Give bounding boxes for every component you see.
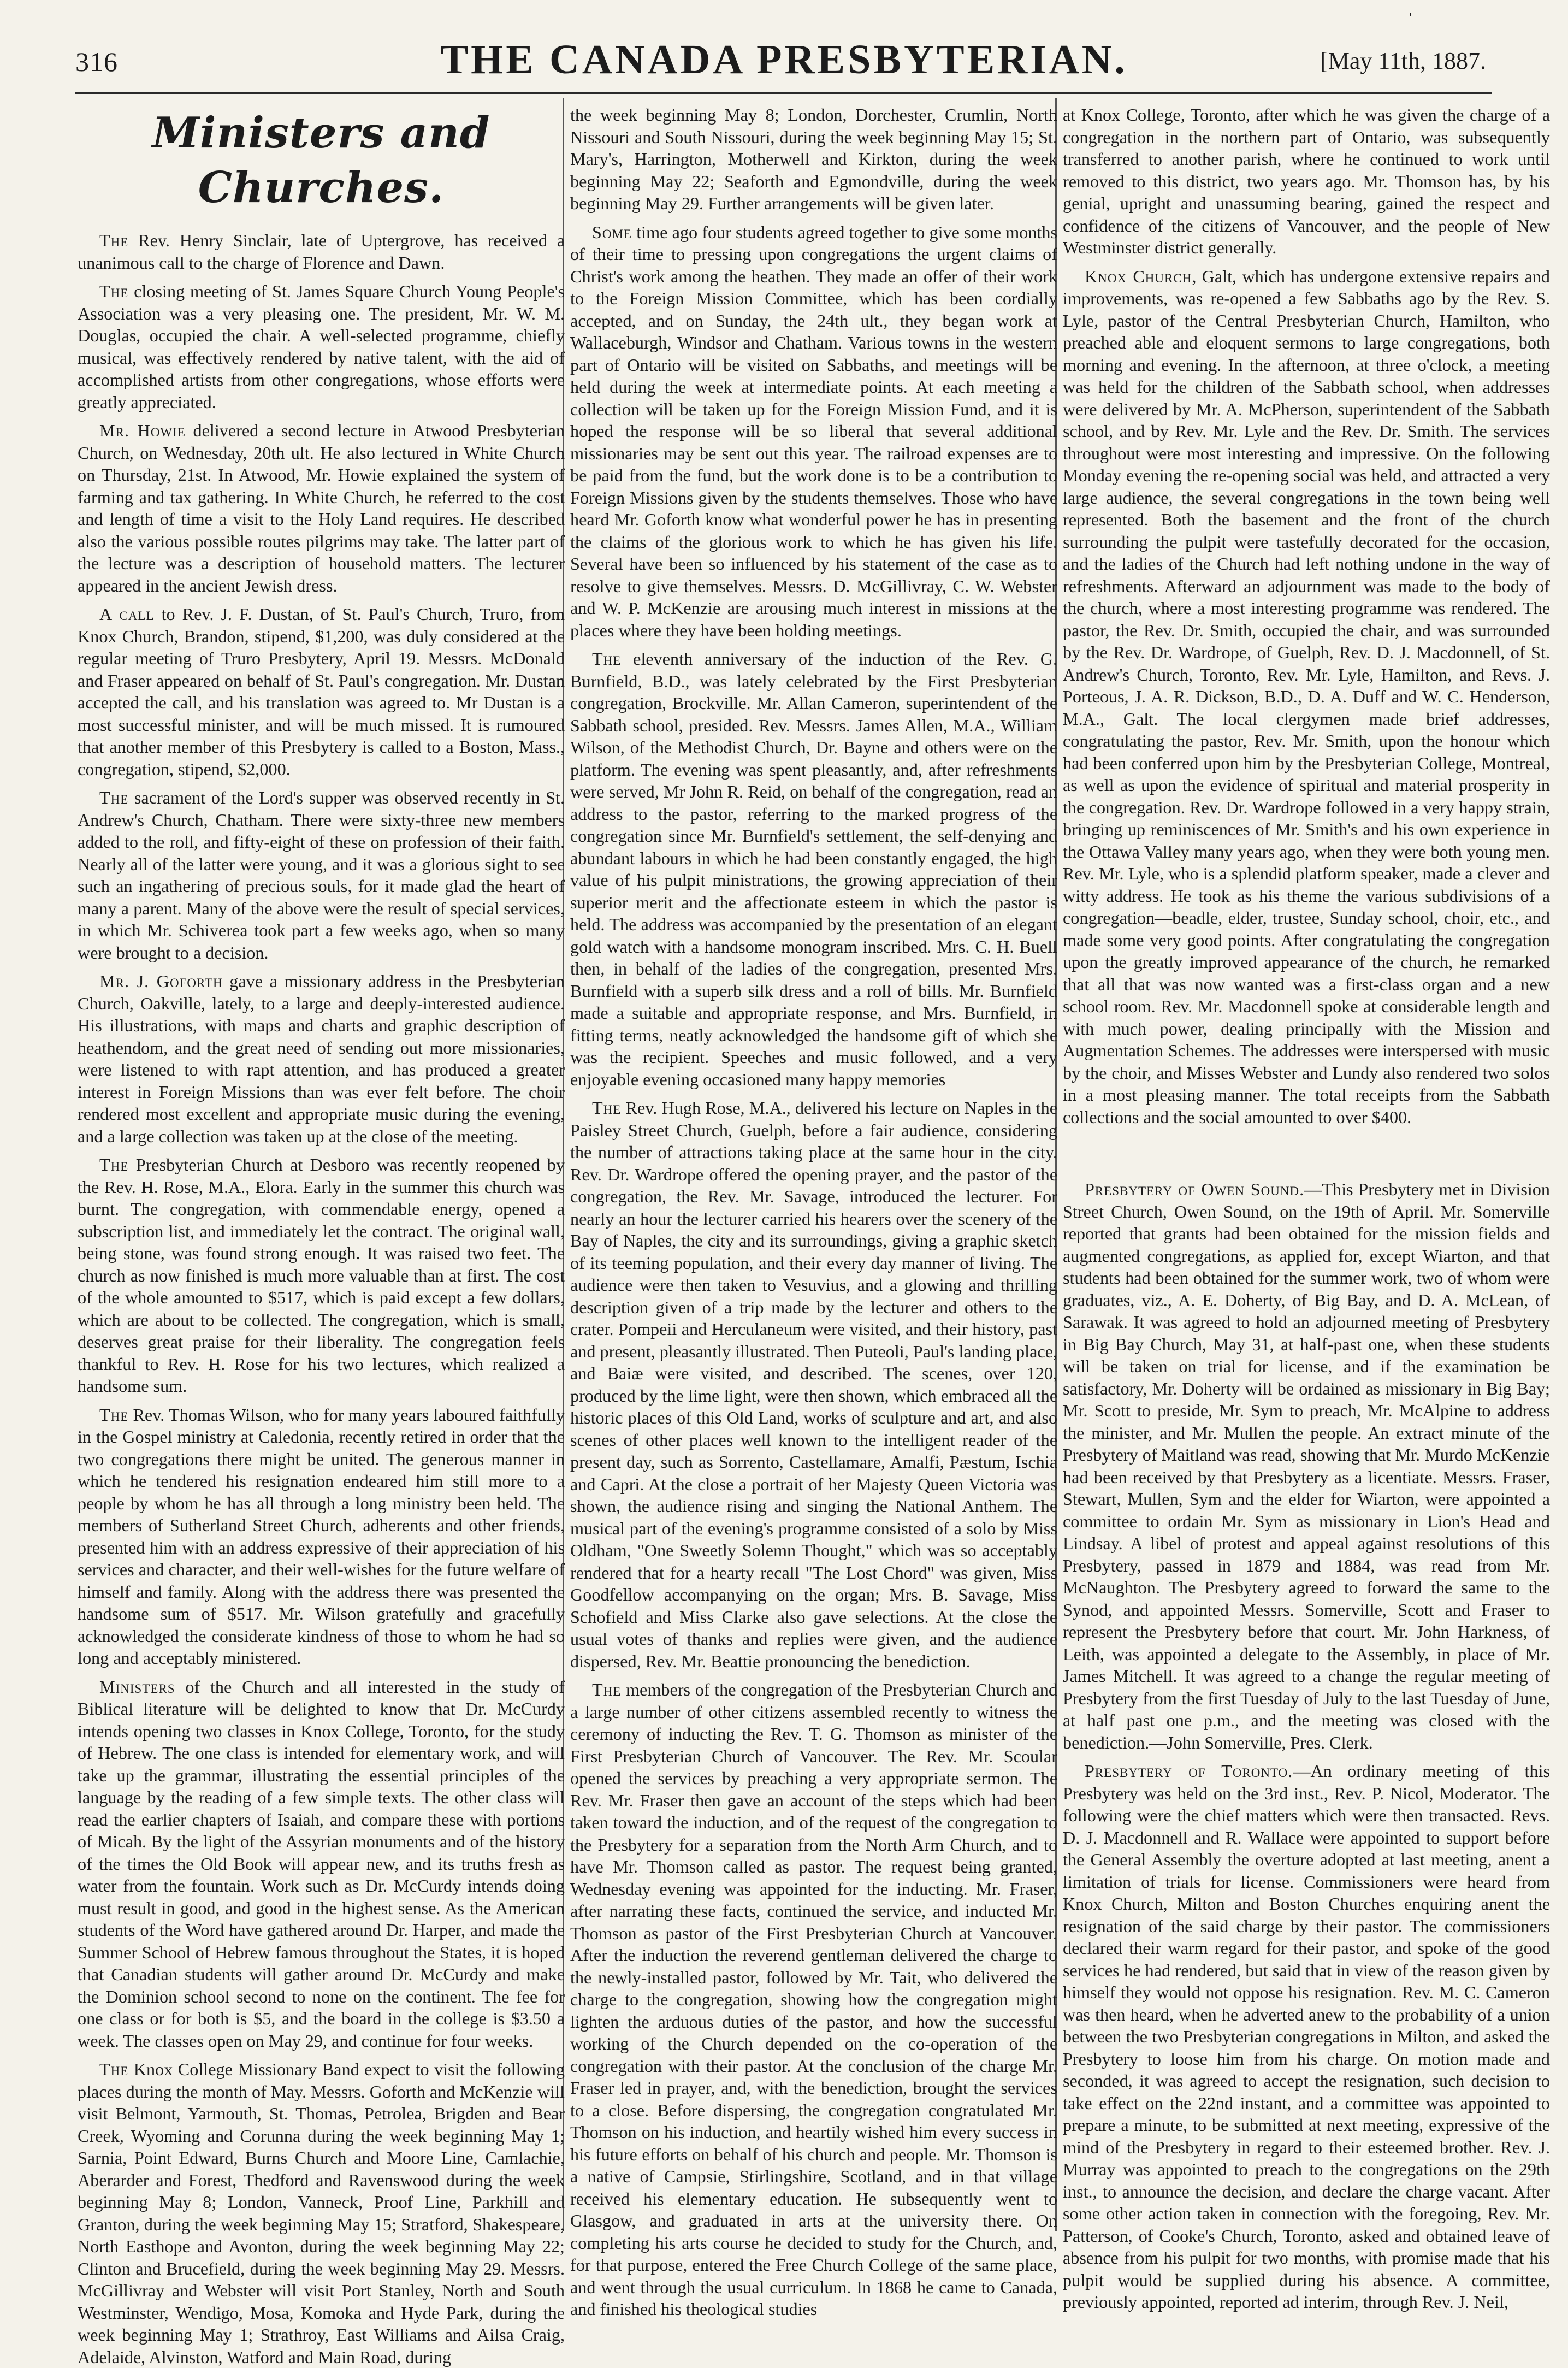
paragraph-lead: A call	[99, 604, 155, 624]
paragraph-text: members of the congregation of the Presbyterian Church and a large number of other citizens assembled recently to witness the ceremony of inducting the Rev. T. G. Thomson as minister of the First Presbyterian Church of Vancouver. The Rev. Mr. Scoular opened the services by preaching a very appropriate sermon. The Rev. Mr. Fraser then gave an account of the steps which had been taken toward the induction, and of the request of the congregation to the Presbytery for a separation from the North Arm Church, and to have Mr. Thomson called as pastor. The request being granted, Wednesday evening was appointed for the inducting. Mr. Fraser, after narrating these facts, continued the service, and inducted Mr. Thomson as pastor of the First Presbyterian Church at Vancouver. After the induction the reverend gentleman delivered the charge to the newly-installed pastor, followed by Mr. Tait, who delivered the charge to the congregation, showing how the congregation might lighten the arduous duties of the pastor, and how the successful working of the Church depended on the co-operation of the congregation with their pastor. At the conclusion of the charge Mr. Fraser led in prayer, and, with the benediction, brought the services to a close. Before dispersing, the congregation congratulated Mr. Thomson on his induction, and heartily wished him every success in his future efforts on behalf of his church and people. Mr. Thomson is a native of Campsie, Stirlingshire, Scotland, and in that village received his elementary education. He subsequently went to Glasgow, and graduated in arts at the university there. On completing his arts course he decided to study for the Church, and, for that purpose, entered the Free Church College of the same place, and went through the usual curriculum. In 1868 he came to Canada, and finished his theological studies	[570, 1680, 1057, 2319]
article-paragraph	[78, 2058, 565, 2368]
article-paragraph	[570, 1679, 1057, 2320]
paragraph-text: time ago four students agreed together to give some months of their time to pressing upon congregations the urgent claims of Christ's work among the heathen. They made an offer of their work to the Foreign Mission Committee, which has been cordially accepted, and on Sunday, the 24th ult., they began work at Wallaceburgh, Windsor and Chatham. Various towns in the western part of Ontario will be visited on Sabbaths, and meetings will be held during the week at intermediate points. At each meeting a collection will be taken up for the Foreign Mission Fund, and it is hoped the response will be so liberal that several additional missionaries may be sent out this year. The railroad expenses are to be paid from the fund, but the work done is to be a contribution to Foreign Missions given by the students themselves. Those who have heard Mr. Goforth know what wonderful power he has in presenting the claims of the glorious work to which he has given his life. Several have been so influenced by his statement of the case as to resolve to give themselves. Messrs. D. McGillivray, C. W. Webster and W. P. McKenzie are arousing much interest in missions at the places where they have been holding meetings.	[570, 222, 1057, 640]
article-paragraph	[570, 648, 1057, 1090]
paragraph-lead: Mr. J. Goforth	[99, 971, 223, 991]
paragraph-lead: Presbytery of Toronto.	[1085, 1761, 1293, 1781]
paragraph-text: Rev. Henry Sinclair, late of Uptergrove, has received a unanimous call to the charge of Florence and Dawn.	[78, 231, 565, 273]
article-paragraph	[1063, 104, 1550, 259]
paragraph-text: closing meeting of St. James Square Church Young People's Association was a very pleasing one. The president, Mr. W. M. Douglas, occupied the chair. A well-selected programme, chiefly musical, was effectively rendered by native talent, with the aid of accomplished artists from other congregations, whose efforts were greatly appreciated.	[78, 281, 565, 412]
print-mark: '	[1409, 10, 1412, 26]
paragraph-lead: The	[99, 788, 129, 807]
article-paragraph	[78, 280, 565, 413]
section-title: Ministers and Churches.	[152, 108, 490, 212]
masthead-title: THE CANADA PRESBYTERIAN.	[440, 37, 1128, 82]
paragraph-lead: Knox Church	[1085, 266, 1192, 286]
article-paragraph	[1063, 265, 1550, 1129]
article-paragraph	[570, 1097, 1057, 1672]
column-2	[570, 104, 1057, 2319]
paragraph-text: Knox College Missionary Band expect to visit the following places during the month of May. Messrs. Goforth and McKenzie will visit Belmont, Yarmouth, St. Thomas, Petrolea, Brigden and Bear Creek, Wyoming and Corunna during the week beginning May 1; Sarnia, Point Edward, Burns Church and Moore Line, Camlachie, Aberarder and Forest, Thedford and Ravenswood during the week beginning May 8; London, Vanneck, Proof Line, Parkhill and Granton, during the week beginning May 15; Stratford, Shakespeare, North Easthope and Avonton, during the week beginning May 22; Clinton and Brucefield, during the week beginning May 29. Messrs. McGillivray and Webster will visit Port Stanley, North and South Westminster, Wendigo, Mosa, Komoka and Hyde Park, during the week beginning May 1; Strathroy, East Williams and Ailsa Craig, Adelaide, Alvinston, Watford and Main Road, during	[78, 2059, 565, 2367]
paragraph-lead: The	[99, 231, 129, 250]
paragraph-text: Rev. Thomas Wilson, who for many years laboured faithfully in the Gospel ministry at Caledonia, recently retired in order that the two congregations there might be united. The generous manner in which he tendered his resignation endeared him still more to a people by whom he has all through a long ministry been held. The members of Sutherland Street Church, adherents and other friends, presented him with an address expressive of their appreciation of his services and character, and their well-wishes for the future welfare of himself and family. Along with the address there was presented the handsome sum of $517. Mr. Wilson gratefully and gracefully acknowledged the considerate kindness of those to whom he had so long and acceptably ministered.	[78, 1404, 565, 1668]
paragraph-lead: Mr. Howie	[99, 421, 186, 440]
column-1	[78, 104, 565, 2367]
paragraph-text: —An ordinary meeting of this Presbytery was held on the 3rd inst., Rev. P. Nicol, Moderator. The following were the chief matters which were then transacted. Revs. D. J. Macdonnell and R. Wallace were appointed to support before the General Assembly the overture adopted at last meeting, anent a limitation of trials for license. Commissioners were heard from Knox Church, Milton and Boston Churches enquiring anent the resignation of the said charge by their pastor. The commissioners declared their warm regard for their pastor, and spoke of the good services he had rendered, but said that in view of the reason given by himself they would not oppose his resignation. Rev. M. C. Cameron was then heard, when he adverted anew to the probability of a union between the two Presbyterian congregations in Milton, and asked the Presbytery to loose him from his charge. On motion made and seconded, it was agreed to accept the resignation, such decision to take effect on the 22nd instant, and a committee was appointed to prepare a minute, to be submitted at next meeting, expressive of the mind of the Presbytery in regard to their esteemed brother. Rev. J. Murray was appointed to preach to the congregations on the 29th inst., to announce the decision, and declare the charge vacant. After some other action taken in connection with the foregoing, Rev. Mr. Patterson, of Cooke's Church, Toronto, asked and obtained leave of absence from his pulpit for two months, with promise made that his pulpit would be supplied during his absence. A committee, previously appointed, reported ad interim, through Rev. J. Neil,	[1063, 1761, 1550, 2312]
paragraph-text: at Knox College, Toronto, after which he was given the charge of a congregation in the northern part of Ontario, was subsequently transferred to another parish, where he continued to work until removed to this district, two years ago. Mr. Thomson has, by his genial, upright and unassuming bearing, gained the respect and confidence of the citizens of Vancouver, and the people of New Westminster district generally.	[1063, 105, 1550, 257]
article-paragraph	[78, 787, 565, 964]
article-paragraph	[570, 104, 1057, 215]
issue-date: [May 11th, 1887.	[1320, 48, 1486, 74]
column-3	[1063, 104, 1550, 2312]
paragraph-lead: The	[592, 649, 622, 669]
paragraph-lead: The	[99, 281, 129, 301]
paragraph-lead: The	[99, 2059, 129, 2079]
paragraph-text: delivered a second lecture in Atwood Presbyterian Church, on Wednesday, 20th ult. He also lectured in White Church on Thursday, 21st. In Atwood, Mr. Howie explained the system of farming and tax gathering. In White Church, he referred to the cost and length of time a visit to the Holy Land requires. He described also the various possible routes pilgrims may take. The latter part of the lecture was a description of household matters. The lecturer appeared in the ancient Jewish dress.	[78, 421, 565, 595]
article-paragraph	[78, 229, 565, 274]
page-number: 316	[75, 46, 118, 77]
paragraph-lead: Some	[592, 222, 632, 242]
paragraph-lead: The	[99, 1404, 129, 1425]
article-paragraph	[1063, 1178, 1550, 1753]
paragraph-text: to Rev. J. F. Dustan, of St. Paul's Church, Truro, from Knox Church, Brandon, stipend, $1,200, was duly considered at the regular meeting of Truro Presbytery, April 19. Messrs. McDonald and Fraser appeared on behalf of St. Paul's congregation. Mr. Dustan accepted the call, and his translation was agreed to. Mr Dustan is a most successful minister, and will be much missed. It is rumoured that another member of this Presbytery is called to a Boston, Mass., congregation, stipend, $2,000.	[78, 604, 565, 779]
paragraph-lead: Presbytery of Owen Sound.	[1085, 1179, 1305, 1199]
paragraph-text: , Galt, which has undergone extensive repairs and improvements, was re-opened a few Sabbaths ago by the Rev. S. Lyle, pastor of the Central Presbyterian Church, Hamilton, who preached able and eloquent sermons to large congregations, both morning and evening. In the afternoon, at three o'clock, a meeting was held for the children of the Sabbath school, when addresses were delivered by Mr. A. McPherson, superintendent of the Sabbath school, and by Rev. Mr. Lyle and the Rev. Dr. Smith. The services throughout were most interesting and impressive. On the following Monday evening the re-opening social was held, and attracted a very large audience, the several congregations in the town being well represented. Both the basement and the front of the church surrounding the pulpit were tastefully decorated for the occasion, and the ladies of the Church had left nothing undone in the way of refreshments. Afterward an adjournment was made to the body of the church, where a most interesting programme was rendered. The pastor, the Rev. Dr. Smith, occupied the chair, and was surrounded by the Rev. Dr. Wardrope, of Guelph, Rev. D. J. Macdonnell, of St. Andrew's Church, Toronto, Rev. Mr. Lyle, Hamilton, and Revs. J. Porteous, J. A. R. Dickson, B.D., D. A. Duff and W. C. Henderson, M.A., Galt. The local clergymen made brief addresses, congratulating the pastor, Rev. Mr. Smith, upon the honour which had been conferred upon him by the Presbyterian College, Montreal, as well as upon the evidence of spiritual and material prosperity in the congregation. Rev. Dr. Wardrope followed in a very happy strain, bringing up reminiscences of Mr. Smith's and his own experience in the Ottawa Valley many years ago, when they were both young men. Rev. Mr. Lyle, who is a splendid platform speaker, made a clever and witty address. He took as his theme the various subdivisions of a congregation—beadle, elder, trustee, Sunday school, choir, etc., and made some very good points. After congratulating the congregation upon the greatly improved appearance of the church, he remarked that all that was now wanted was a first-class organ and a new school room. Rev. Mr. Macdonnell spoke at considerable length and with much power, dealing principally with the Mission and Augmentation Schemes. The addresses were interspersed with music by the choir, and Misses Webster and Lundy also rendered two solos in a most pleasing manner. The total receipts from the Sabbath collections and the social amounted to over $400.	[1063, 266, 1550, 1127]
article-paragraph	[78, 420, 565, 597]
paragraph-text: of the Church and all interested in the study of Biblical literature will be delighted to know that Dr. McCurdy intends opening two classes in Knox College, Toronto, for the study of Hebrew. The one class is intended for elementary work, and will take up the grammar, illustrating the essential principles of the language by the reading of a few simple texts. The other class will read the earlier chapters of Isaiah, and compare these with portions of Micah. By the light of the Assyrian monuments and of the history of the times the Old Book will appear new, and its truths fresh as water from the fountain. Work such as Dr. McCurdy intends doing must result in good, and good in the highest sense. As the American students of the Word have gathered around Dr. Harper, and made the Summer School of Hebrew famous throughout the States, it is hoped that Canadian students will gather around Dr. McCurdy and make the Dominion school second to none on the continent. The fee for one class or for both is $5, and the board in the college is $3.50 a week. The classes open on May 29, and continue for four weeks.	[78, 1676, 565, 2051]
paragraph-text: the week beginning May 8; London, Dorchester, Crumlin, North Nissouri and South Nissouri, during the week beginning May 15; St. Mary's, Harrington, Motherwell and Kirkton, during the week beginning May 22; Seaforth and Egmondville, during the week beginning May 29. Further arrangements will be given later.	[570, 105, 1057, 213]
paragraph-lead: The	[592, 1098, 622, 1118]
header-rule	[75, 92, 1492, 94]
article-paragraph	[78, 603, 565, 780]
article-paragraph	[570, 221, 1057, 642]
article-paragraph	[78, 1404, 565, 1669]
article-paragraph	[1063, 1760, 1550, 2313]
paragraph-lead: Ministers	[99, 1676, 175, 1697]
paragraph-text: sacrament of the Lord's supper was observed recently in St. Andrew's Church, Chatham. There were sixty-three new members added to the roll, and fifty-eight of these on profession of their faith. Nearly all of the latter were young, and it was a glorious sight to see such an ingathering of precious souls, for it made glad the heart of many a parent. Many of the above were the result of special services, in which Mr. Schiverea took part a few weeks ago, when so many were brought to a decision.	[78, 788, 565, 962]
article-paragraph	[78, 1154, 565, 1397]
paragraph-text: eleventh anniversary of the induction of the Rev. G. Burnfield, B.D., was lately celebrated by the First Presbyterian congregation, Brockville. Mr. Allan Cameron, superintendent of the Sabbath school, presided. Rev. Messrs. James Allen, M.A., William Wilson, of the Methodist Church, Dr. Bayne and others were on the platform. The evening was spent pleasantly, and, after refreshments were served, Mr John R. Reid, on behalf of the congregation, read an address to the pastor, referring to the marked progress of the congregation since Mr. Burnfield's settlement, the self-denying and abundant labours in which he had been constantly engaged, the high value of his pulpit ministrations, the growing appreciation of their superior merit and the affectionate esteem in which the pastor is held. The address was accompanied by the presentation of an elegant gold watch with a handsome monogram inscribed. Mrs. C. H. Buell then, in behalf of the ladies of the congregation, presented Mrs. Burnfield with a superb silk dress and a roll of bills. Mr. Burnfield made a suitable and appropriate response, and Mrs. Burnfield, in fitting terms, neatly acknowledged the handsome gift of which she was the recipient. Speeches and music followed, and a very enjoyable evening occasioned many happy memories	[570, 649, 1057, 1089]
paragraph-lead: The	[592, 1680, 622, 1699]
paragraph-lead: The	[99, 1155, 129, 1174]
section-gap	[1063, 1135, 1550, 1178]
paragraph-text: Presbyterian Church at Desboro was recently reopened by the Rev. H. Rose, M.A., Elora. Early in the summer this church was burnt. The congregation, with commendable energy, opened a subscription list, and immediately let the contract. The original wall, being stone, was found strong enough. It was raised two feet. The church as now finished is much more valuable than at first. The cost of the whole amounted to $517, which is paid except a few dollars, which are about to be collected. The congregation, which is small, deserves great praise for their liberality. The congregation feels thankful to Rev. H. Rose for his two lectures, which realized a handsome sum.	[78, 1155, 565, 1396]
paragraph-text: —This Presbytery met in Division Street Church, Owen Sound, on the 19th of April. Mr. Somerville reported that grants had been obtained for the mission fields and augmented congregations, as applied for, except Wiarton, and that students had been obtained for the summer work, two of whom were graduates, viz., A. E. Doherty, of Big Bay, and D. A. McLean, of Sarawak. It was agreed to hold an adjourned meeting of Presbytery in Big Bay Church, May 31, at half-past one, when these students will be taken on trial for license, and if the examination be satisfactory, Mr. Doherty will be ordained as missionary in Big Bay; Mr. Scott to preside, Mr. Sym to preach, Mr. McAlpine to address the minister, and Mr. Mullen the people. An extract minute of the Presbytery of Maitland was read, showing that Mr. Murdo McKenzie had been received by that Presbytery as a licentiate. Messrs. Fraser, Stewart, Mullen, Sym and the elder for Wiarton, were appointed a committee to ordain Mr. Sym as missionary in Lion's Head and Lindsay. A libel of protest and appeal against resolutions of this Presbytery, passed in 1879 and 1884, was read from Mr. McNaughton. The Presbytery agreed to forward the same to the Synod, and appointed Messrs. Somerville, Scott and Fraser to represent the Presbytery before that court. Mr. John Harkness, of Leith, was appointed a delegate to the Assembly, in place of Mr. James Mitchell. It was agreed to a change the regular meeting of Presbytery from the first Tuesday of July to the last Tuesday of June, at half past one p.m., and the meeting was closed with the benediction.—John Somerville, Pres. Clerk.	[1063, 1179, 1550, 1752]
paragraph-text: gave a missionary address in the Presbyterian Church, Oakville, lately, to a large and deeply-interested audience. His illustrations, with maps and charts and graphic description of heathendom, and the great need of sending out more missionaries, were listened to with rapt attention, and has produced a greater interest in Foreign Missions than was ever felt before. The choir rendered most excellent and appropriate music during the evening, and a large collection was taken up at the close of the meeting.	[78, 971, 565, 1146]
article-paragraph	[78, 1676, 565, 2052]
paragraph-text: Rev. Hugh Rose, M.A., delivered his lecture on Naples in the Paisley Street Church, Guelph, before a fair audience, considering the number of attractions taking place at the same hour in the city. Rev. Dr. Wardrope offered the opening prayer, and the pastor of the congregation, the Rev. Mr. Savage, introduced the lecturer. For nearly an hour the lecturer carried his hearers over the scenery of the Bay of Naples, the city and its surroundings, giving a graphic sketch of its teeming population, and their every day manner of living. The audience were then taken to Vesuvius, and a glowing and thrilling description given of a trip made by the lecturer and others to the crater. Pompeii and Herculaneum were visited, and their history, past and present, pleasantly illustrated. Then Puteoli, Paul's landing place, and Baiæ were visited, and described. The scenes, over 120, produced by the lime light, were then shown, which embraced all the historic places of this Old Land, works of sculpture and art, and also scenes of other places well known to the intelligent reader of the present day, such as Sorrento, Castellamare, Amalfi, Pæstum, Ischia and Capri. At the close a portrait of her Majesty Queen Victoria was shown, the audience rising and singing the National Anthem. The musical part of the evening's programme consisted of a solo by Miss Oldham, "One Sweetly Solemn Thought," which was so acceptably rendered that for a hearty recall "The Lost Chord" was given, Miss Goodfellow accompanying on the organ; Mrs. B. Savage, Miss Schofield and Miss Clarke also gave selections. At the close the usual votes of thanks and replies were given, and the audience dispersed, Rev. Mr. Beattie pronouncing the benediction.	[570, 1098, 1057, 1671]
article-paragraph	[78, 970, 565, 1147]
